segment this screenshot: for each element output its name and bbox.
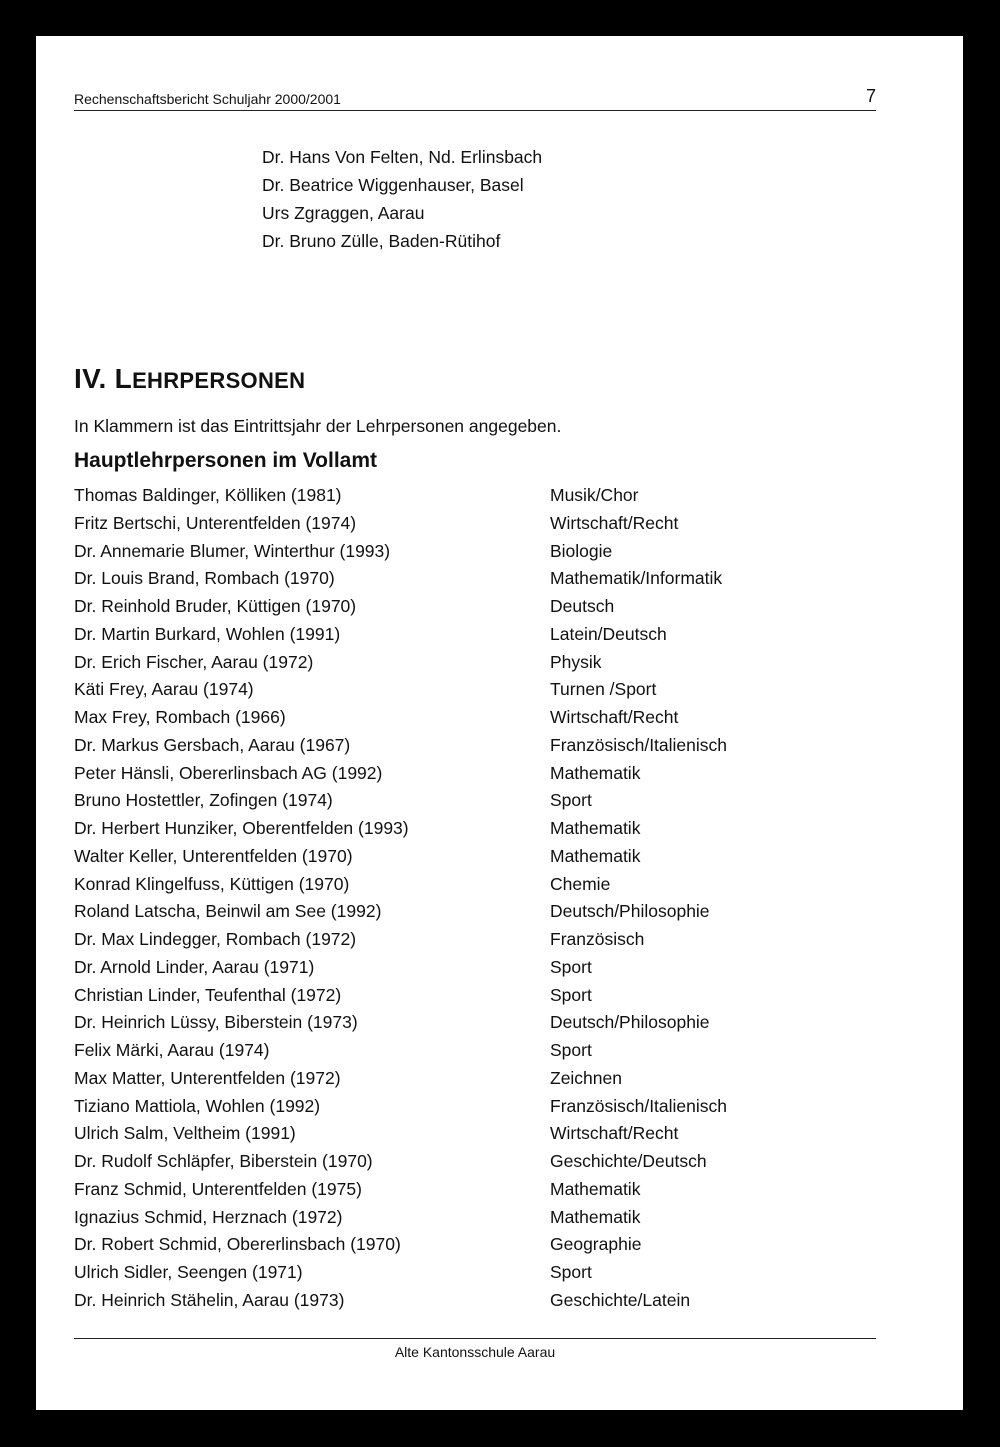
teacher-row: [74, 1148, 874, 1176]
teacher-row: [74, 787, 874, 815]
document-page: [36, 36, 963, 1410]
teacher-row: [74, 1231, 874, 1259]
teacher-subject: Sport: [550, 1040, 592, 1060]
address-line: Urs Zgraggen, Aarau: [262, 203, 425, 223]
teacher-name: Bruno Hostettler, Zofingen (1974): [74, 790, 333, 811]
teacher-name: Ignazius Schmid, Herznach (1972): [74, 1206, 343, 1227]
teacher-subject: Wirtschaft/Recht: [550, 1123, 679, 1144]
section-title-rest: EHRPERSONEN: [132, 368, 306, 393]
teacher-subject: Zeichnen: [550, 1067, 622, 1088]
teacher-name: Peter Hänsli, Obererlinsbach AG (1992): [74, 762, 383, 783]
teacher-row: [74, 676, 874, 704]
teacher-subject: Musik/Chor: [550, 485, 639, 505]
teacher-row: [74, 482, 874, 510]
teacher-subject: Latein/Deutsch: [550, 623, 667, 644]
footer-text: Alte Kantonsschule Aarau: [394, 1344, 556, 1360]
teacher-subject: Mathematik/Informatik: [550, 568, 723, 589]
teacher-subject: Turnen /Sport: [550, 679, 657, 700]
teacher-row: [74, 1120, 874, 1148]
teacher-row: [74, 704, 874, 732]
teacher-row: [74, 871, 874, 899]
teacher-subject: Biologie: [550, 540, 613, 561]
teacher-name: Franz Schmid, Unterentfelden (1975): [74, 1178, 362, 1199]
teacher-list: [74, 482, 874, 1315]
section-title: [74, 363, 305, 395]
teacher-name: Dr. Louis Brand, Rombach (1970): [74, 568, 335, 589]
teacher-name: Tiziano Mattiola, Wohlen (1992): [74, 1095, 321, 1116]
teacher-row: [74, 510, 874, 538]
teacher-name: Dr. Arnold Linder, Aarau (1971): [74, 956, 315, 977]
section-title-initial: L: [114, 363, 133, 394]
teacher-row: [74, 1065, 874, 1093]
teacher-subject: Sport: [550, 984, 592, 1005]
teacher-subject: Französisch/Italienisch: [550, 1095, 728, 1116]
section-numeral: IV.: [74, 363, 107, 394]
teacher-name: Dr. Robert Schmid, Obererlinsbach (1970): [74, 1234, 401, 1255]
teacher-name: Walter Keller, Unterentfelden (1970): [74, 845, 353, 866]
teacher-subject: Sport: [550, 956, 592, 977]
teacher-name: Käti Frey, Aarau (1974): [74, 679, 254, 700]
teacher-name: Max Frey, Rombach (1966): [74, 707, 286, 727]
teacher-name: Dr. Martin Burkard, Wohlen (1991): [74, 623, 341, 644]
teacher-name: Dr. Reinhold Bruder, Küttigen (1970): [74, 596, 357, 616]
teacher-subject: Deutsch/Philosophie: [550, 1012, 710, 1033]
teacher-row: [74, 1093, 874, 1121]
teacher-name: Fritz Bertschi, Unterentfelden (1974): [74, 512, 357, 533]
section-intro: In Klammern ist das Eintrittsjahr der Lehrpersonen angegeben.: [74, 416, 562, 436]
teacher-subject: Französisch: [550, 929, 645, 949]
teacher-subject: Chemie: [550, 873, 611, 894]
teacher-row: [74, 1037, 874, 1065]
teacher-subject: Geschichte/Latein: [550, 1289, 691, 1310]
teacher-name: Dr. Heinrich Lüssy, Biberstein (1973): [74, 1012, 358, 1033]
teacher-row: [74, 1287, 874, 1315]
teacher-row: [74, 1009, 874, 1037]
teacher-name: Felix Märki, Aarau (1974): [74, 1040, 270, 1060]
teacher-name: Dr. Markus Gersbach, Aarau (1967): [74, 734, 351, 755]
teacher-name: Christian Linder, Teufenthal (1972): [74, 984, 342, 1005]
teacher-subject: Deutsch: [550, 596, 615, 616]
teacher-name: Ulrich Sidler, Seengen (1971): [74, 1262, 303, 1282]
address-line: Dr. Bruno Zülle, Baden-Rütihof: [262, 231, 501, 251]
teacher-row: [74, 1204, 874, 1232]
teacher-name: Dr. Rudolf Schläpfer, Biberstein (1970): [74, 1151, 373, 1171]
page-number: 7: [865, 86, 876, 106]
teacher-row: [74, 926, 874, 954]
teacher-subject: Geographie: [550, 1234, 642, 1255]
teacher-subject: Geschichte/Deutsch: [550, 1151, 707, 1171]
teacher-subject: Französisch/Italienisch: [550, 734, 728, 755]
teacher-name: Dr. Heinrich Stähelin, Aarau (1973): [74, 1289, 345, 1310]
header-title: Rechenschaftsbericht Schuljahr 2000/2001: [74, 91, 341, 107]
teacher-subject: Mathematik: [550, 1206, 641, 1227]
teacher-row: [74, 815, 874, 843]
teacher-row: [74, 621, 874, 649]
teacher-subject: Deutsch/Philosophie: [550, 901, 710, 922]
teacher-row: [74, 538, 874, 566]
teacher-name: Roland Latscha, Beinwil am See (1992): [74, 901, 382, 922]
teacher-name: Dr. Annemarie Blumer, Winterthur (1993): [74, 540, 391, 561]
teacher-row: [74, 1176, 874, 1204]
teacher-subject: Physik: [550, 651, 602, 672]
teacher-name: Max Matter, Unterentfelden (1972): [74, 1067, 341, 1088]
teacher-subject: Mathematik: [550, 1178, 641, 1199]
teacher-row: [74, 732, 874, 760]
teacher-name: Thomas Baldinger, Kölliken (1981): [74, 485, 342, 505]
teacher-row: [74, 954, 874, 982]
address-list: [262, 143, 542, 255]
teacher-row: [74, 843, 874, 871]
teacher-row: [74, 593, 874, 621]
teacher-subject: Wirtschaft/Recht: [550, 512, 679, 533]
teacher-row: [74, 760, 874, 788]
teacher-name: Ulrich Salm, Veltheim (1991): [74, 1123, 296, 1144]
address-line: Dr. Hans Von Felten, Nd. Erlinsbach: [262, 147, 543, 167]
teacher-subject: Mathematik: [550, 818, 641, 838]
address-line: Dr. Beatrice Wiggenhauser, Basel: [262, 175, 524, 195]
subheading: Hauptlehrpersonen im Vollamt: [74, 449, 377, 472]
teacher-name: Dr. Herbert Hunziker, Oberentfelden (1993): [74, 818, 409, 838]
teacher-subject: Sport: [550, 1262, 592, 1282]
teacher-subject: Wirtschaft/Recht: [550, 707, 679, 727]
teacher-subject: Sport: [550, 790, 592, 811]
teacher-subject: Mathematik: [550, 762, 641, 783]
teacher-subject: Mathematik: [550, 845, 641, 866]
teacher-row: [74, 565, 874, 593]
teacher-name: Dr. Erich Fischer, Aarau (1972): [74, 651, 314, 672]
teacher-name: Dr. Max Lindegger, Rombach (1972): [74, 929, 357, 949]
teacher-row: [74, 898, 874, 926]
teacher-row: [74, 982, 874, 1010]
teacher-name: Konrad Klingelfuss, Küttigen (1970): [74, 873, 350, 894]
page-header: [74, 84, 876, 111]
footer-rule: [74, 1338, 876, 1339]
teacher-row: [74, 649, 874, 677]
teacher-row: [74, 1259, 874, 1287]
